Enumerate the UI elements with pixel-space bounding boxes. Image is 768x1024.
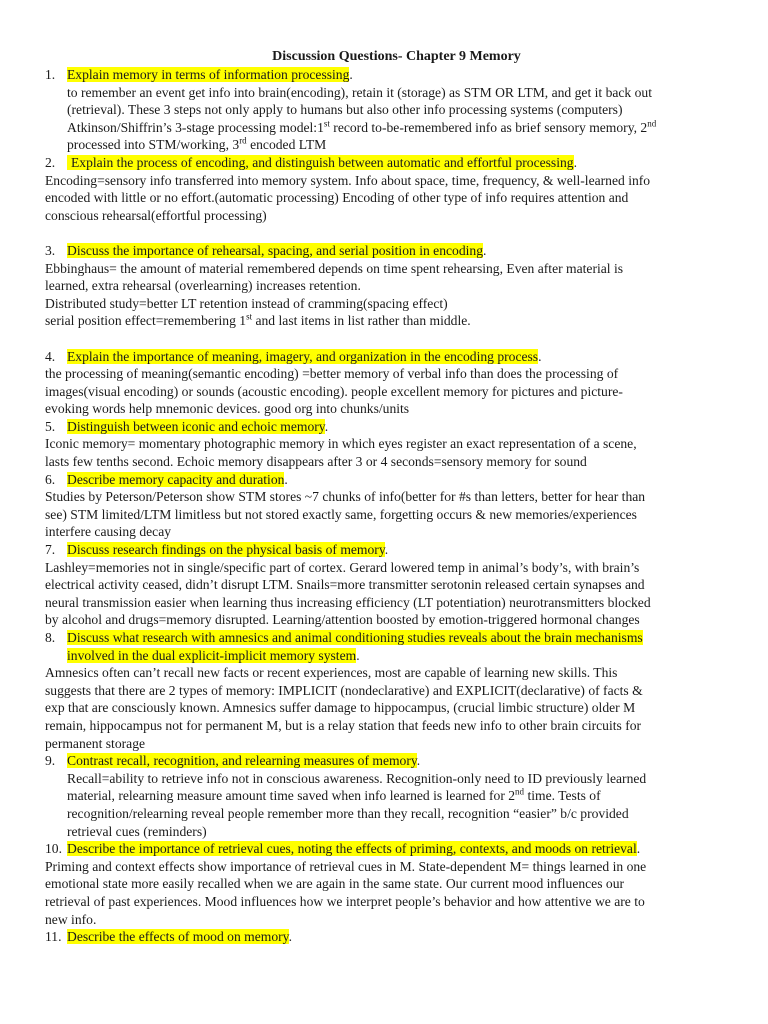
question-number: 10. <box>45 841 62 857</box>
answer-line: by alcohol and drugs=memory disrupted. Learning/attention boosted by emotion-triggered hormonal changes <box>45 612 640 628</box>
answer-line: recognition/relearning reveal people remember more than they recall, recognition “easier” b/c provided <box>67 805 629 821</box>
answer-line: interfere causing decay <box>45 524 172 540</box>
question-number: 4. <box>45 348 56 364</box>
question-text: Explain memory in terms of information processing <box>67 67 350 82</box>
answer-line: Encoding=sensory info transferred into memory system. Info about space, time, frequency, & well-learned info <box>45 172 651 188</box>
question-number: 3. <box>45 242 56 258</box>
answer-line: serial position effect=remembering 1st and last items in list rather than middle. <box>45 311 471 329</box>
answer-1 <box>45 84 768 154</box>
question-10: 10. Describe the importance of retrieval cues, noting the effects of priming, contexts, and moods on retrieval. <box>45 841 641 857</box>
question-text: Discuss what research with amnesics and animal conditioning studies reveals about the brain mechanisms <box>67 630 643 645</box>
answer-line: Studies by Peterson/Peterson show STM stores ~7 chunks of info(better for #s than letters, better for hear than <box>45 489 646 505</box>
answer-line: the processing of meaning(semantic encoding) =better memory of verbal info than does the processing of <box>45 366 619 382</box>
answer-line: to remember an event get info into brain(encoding), retain it (storage) as STM OR LTM, and get it back out <box>67 84 653 100</box>
question-number: 2. <box>45 154 56 170</box>
question-8 <box>45 629 768 647</box>
question-4: 4. Explain the importance of meaning, imagery, and organization in the encoding process. <box>45 348 542 364</box>
question-number: 9. <box>45 753 56 769</box>
answer-line: processed into STM/working, 3rd encoded LTM <box>67 135 327 153</box>
question-9: 9. Contrast recall, recognition, and relearning measures of memory. <box>45 753 421 769</box>
answer-line: emotional state more easily recalled when we are again in the same state. Our current mood influences our <box>45 876 625 892</box>
answer-line: Amnesics often can’t recall new facts or recent experiences, most are capable of learning new skills. This <box>45 665 618 681</box>
answer-line: Lashley=memories not in single/specific part of cortex. Gerard lowered temp in animal’s body’s, with brain’s <box>45 559 640 575</box>
answer-5 <box>45 435 768 470</box>
answer-line: Ebbinghaus= the amount of material remembered depends on time spent rehearsing, Even after material is <box>45 260 624 276</box>
question-6: 6. Describe memory capacity and duration. <box>45 471 288 487</box>
page-title: Discussion Questions- Chapter 9 Memory <box>272 49 521 64</box>
question-2: 2. Explain the process of encoding, and distinguish between automatic and effortful processing. <box>45 154 577 170</box>
answer-line: Priming and context effects show importance of retrieval cues in M. State-dependent M= things learned in one <box>45 858 647 874</box>
answer-line: electrical activity ceased, didn’t disrupt LTM. Snails=more transmitter serotonin released certain synapses and <box>45 577 645 593</box>
answer-line: lasts few tenths second. Echoic memory disappears after 3 or 4 seconds=sensory memory for sound <box>45 454 587 470</box>
question-number: 11. <box>45 929 62 945</box>
question-11: 11. Describe the effects of mood on memory. <box>45 929 292 945</box>
answer-line: neural transmission easier when learning thus increasing efficiency (LT potentiation) neurotransmitters blocked <box>45 594 651 610</box>
answer-line: see) STM limited/LTM limitless but not stored exactly same, forgetting occurs & new memories/experiences <box>45 506 637 522</box>
question-3: 3. Discuss the importance of rehearsal, spacing, and serial position in encoding. <box>45 242 487 258</box>
answer-line: images(visual encoding) or sounds (acoustic encoding). people excellent memory for pictures and picture- <box>45 383 623 399</box>
question-text: Contrast recall, recognition, and relearning measures of memory <box>67 753 417 769</box>
question-number: 7. <box>45 542 56 558</box>
question-text: Discuss the importance of rehearsal, spacing, and serial position in encoding <box>67 242 484 258</box>
answer-line: evoking words help mnemonic devices. good org into chunks/units <box>45 401 410 417</box>
question-text: Explain the importance of meaning, imagery, and organization in the encoding process <box>67 348 539 364</box>
question-text: Describe memory capacity and duration <box>67 471 285 487</box>
answer-line: new info. <box>45 911 97 927</box>
question-8-cont: involved in the dual explicit-implicit memory system. <box>67 647 360 663</box>
question-1: 1. Explain memory in terms of information processing. <box>45 67 353 82</box>
answer-line: Distributed study=better LT retention instead of cramming(spacing effect) <box>45 295 448 311</box>
answer-line: remain, hippocampus not for permanent M, but is a relay station that feeds new info to other brain circuits for <box>45 717 642 733</box>
answer-2 <box>45 172 768 225</box>
answer-10 <box>45 858 768 928</box>
question-number: 1. <box>45 67 56 82</box>
question-text: Explain the process of encoding, and distinguish between automatic and effortful processing <box>67 155 574 170</box>
answer-line: retrieval cues (reminders) <box>67 823 207 839</box>
question-number: 6. <box>45 471 56 487</box>
question-text: Distinguish between iconic and echoic memory <box>67 418 325 434</box>
answer-line: material, relearning measure amount time saved when info learned is learned for 2nd time. Tests of <box>67 786 601 804</box>
answer-line: conscious rehearsal(effortful processing) <box>45 207 267 223</box>
answer-4 <box>45 365 768 418</box>
answer-line: (retrieval). These 3 steps not only apply to humans but also other info processing systems (computers) <box>67 102 623 118</box>
question-7: 7. Discuss research findings on the physical basis of memory. <box>45 542 389 558</box>
answer-9 <box>45 770 768 840</box>
question-text: Discuss research findings on the physical basis of memory <box>67 542 385 558</box>
question-text: involved in the dual explicit-implicit memory system <box>67 647 357 663</box>
answer-6 <box>45 488 768 541</box>
question-5: 5. Distinguish between iconic and echoic memory. <box>45 418 329 434</box>
answer-3 <box>45 260 768 330</box>
answer-8 <box>45 664 768 752</box>
answer-line: suggests that there are 2 types of memory: IMPLICIT (nondeclarative) and EXPLICIT(declarative) of facts & <box>45 682 643 698</box>
question-text: Describe the importance of retrieval cues, noting the effects of priming, contexts, and moods on retrieval <box>67 841 637 857</box>
question-text: Describe the effects of mood on memory <box>67 929 289 945</box>
answer-line: retrieval of past experiences. Mood influences how we interpret people’s behavior and how attentive we are to <box>45 893 645 909</box>
question-number: 8. <box>45 630 56 645</box>
answer-line: learned, extra rehearsal (overlearning) increases retention. <box>45 278 361 294</box>
answer-line: encoded with little or no effort.(automatic processing) Encoding of other type of info requires attention and <box>45 190 629 206</box>
answer-line: Iconic memory= momentary photographic memory in which eyes register an exact representation of a scene, <box>45 436 637 452</box>
answer-7 <box>45 559 768 629</box>
answer-line: exp that are consciously known. Amnesics suffer damage to hippocampus, (crucial limbic structure) older M <box>45 700 636 716</box>
question-number: 5. <box>45 418 56 434</box>
answer-line: Recall=ability to retrieve info not in conscious awareness. Recognition-only need to ID previously learned <box>67 770 647 786</box>
answer-line: Atkinson/Shiffrin’s 3-stage processing model:1st record to-be-remembered info as brief sensory memory, 2nd <box>67 118 657 135</box>
answer-line: permanent storage <box>45 735 146 751</box>
